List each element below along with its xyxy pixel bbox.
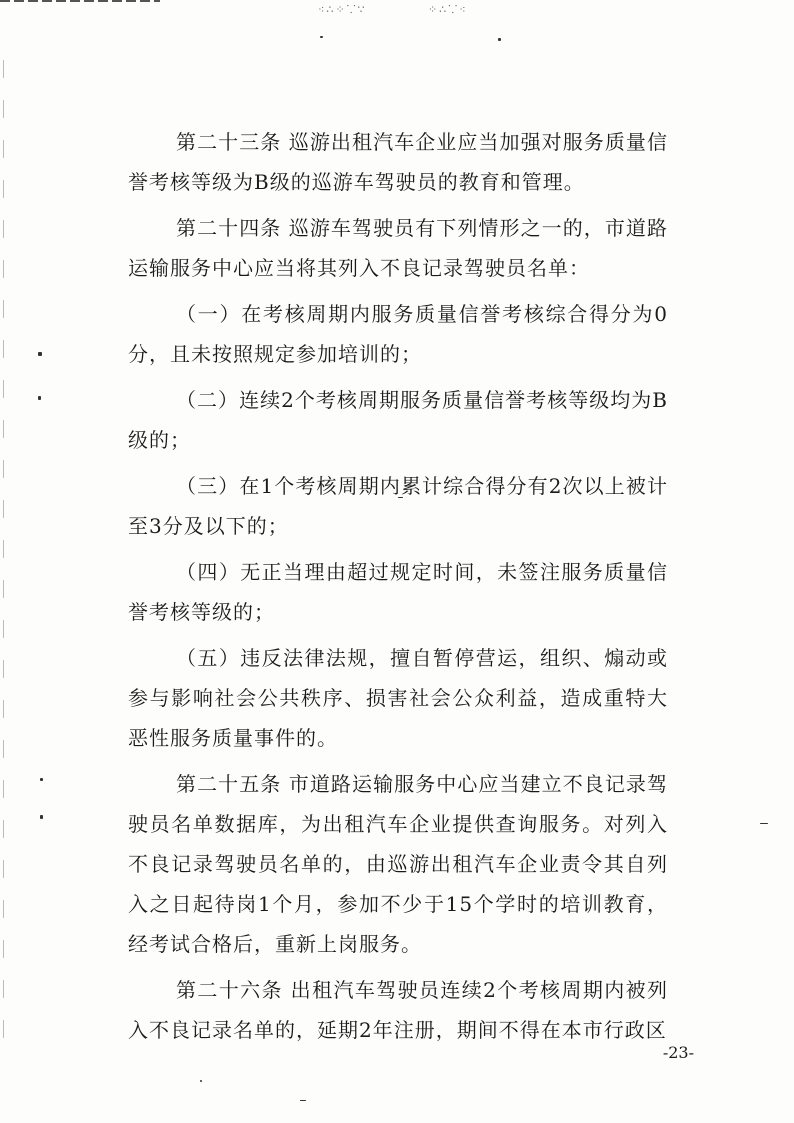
article-24-paragraph: 第二十四条 巡游车驾驶员有下列情形之一的，市道路运输服务中心应当将其列入不良记录驾驶员名单： bbox=[128, 216, 668, 280]
article-25-paragraph: 第二十五条 市道路运输服务中心应当建立不良记录驾驶员名单数据库，为出租汽车企业提供查询服务。对列入不良记录驾驶员名单的，由巡游出租汽车企业责令其自列入之日起待岗1个月，参加不少于15个学时的培训教育，经考试合格后，重新上岗服务。 bbox=[128, 772, 668, 956]
scan-speck bbox=[200, 1080, 202, 1082]
scan-left-edge bbox=[3, 60, 4, 1060]
article-24-item-5: （五）违反法律法规，擅自暂停营运，组织、煽动或参与影响社会公共秩序、损害社会公众利益，造成重特大恶性服务质量事件的。 bbox=[128, 646, 668, 750]
article-23-paragraph: 第二十三条 巡游出租汽车企业应当加强对服务质量信誉考核等级为B级的巡游车驾驶员的教育和管理。 bbox=[128, 130, 668, 194]
article-24-item-4: （四）无正当理由超过规定时间，未签注服务质量信誉考核等级的； bbox=[128, 560, 668, 624]
article-24-item-2: （二）连续2个考核周期服务质量信誉考核等级均为B级的； bbox=[128, 388, 668, 452]
article-24-item-1: （一）在考核周期内服务质量信誉考核综合得分为0分，且未按照规定参加培训的； bbox=[128, 302, 668, 366]
scan-speck bbox=[498, 38, 501, 41]
document-body bbox=[128, 122, 668, 1056]
scan-speck bbox=[38, 396, 41, 400]
scan-speck bbox=[320, 36, 323, 38]
scan-speck bbox=[38, 352, 42, 356]
scan-speck bbox=[40, 815, 43, 819]
scan-speck bbox=[40, 778, 43, 781]
scan-speck bbox=[760, 823, 768, 824]
scan-smudge: ⁘∴⸪⁖ bbox=[428, 3, 468, 16]
page-number: -23- bbox=[662, 1043, 694, 1062]
scan-smudge: ⁖∴⁘⸪∵ bbox=[318, 3, 367, 16]
scan-speck bbox=[300, 1100, 306, 1101]
article-24-item-3: （三）在1个考核周期内累计综合得分有2次以上被计至3分及以下的； bbox=[128, 474, 668, 538]
scan-top-rule bbox=[0, 0, 160, 2]
article-26-paragraph: 第二十六条 出租汽车驾驶员连续2个考核周期内被列入不良记录名单的，延期2年注册，期间不得在本市行政区 bbox=[128, 978, 668, 1042]
